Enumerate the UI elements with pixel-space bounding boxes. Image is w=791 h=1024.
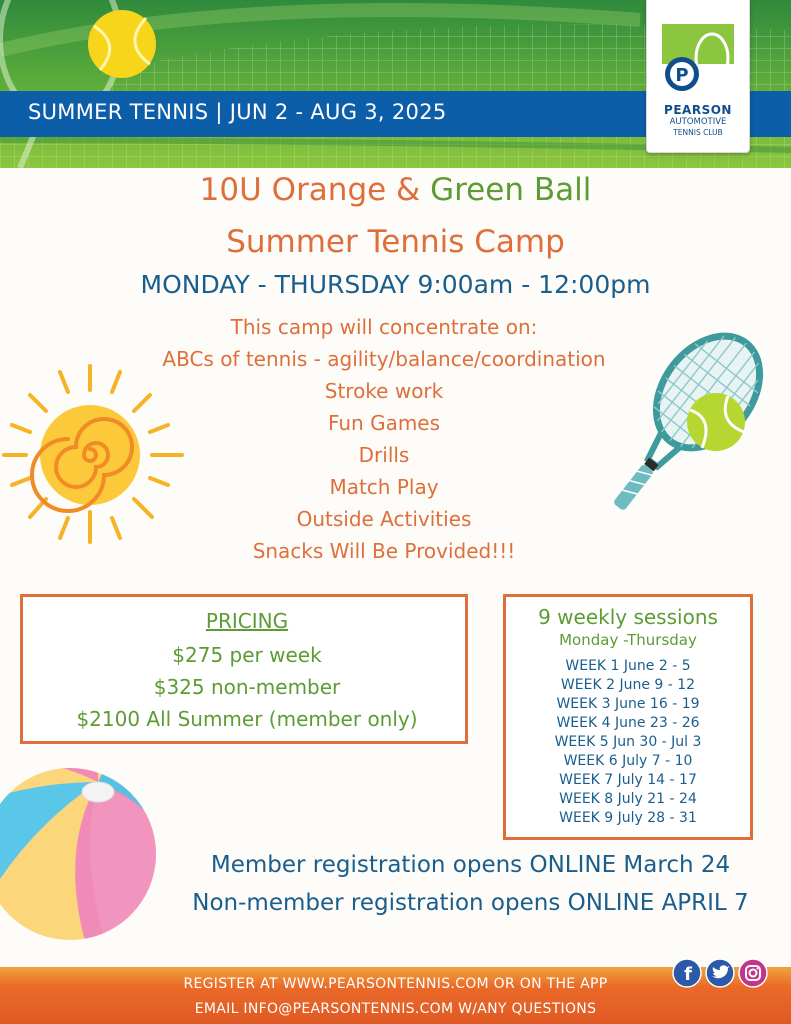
focus-item: Fun Games [327,411,441,435]
week-item: WEEK 8 July 21 - 24 [559,791,697,807]
camp-title-line-1 [0,172,791,208]
camp-title-line-2: Summer Tennis Camp [226,224,565,260]
beach-ball-icon [0,762,158,942]
logo-sub-2: TENNIS CLUB [673,128,723,137]
week-item: WEEK 1 June 2 - 5 [565,658,691,674]
focus-intro: This camp will concentrate on: [230,315,538,339]
price-all-summer: $2100 All Summer (member only) [76,707,418,731]
sun-icon [0,360,190,550]
focus-item: Drills [358,443,410,467]
sessions-box [503,594,753,840]
price-weekly: $275 per week [172,643,322,667]
focus-item: Match Play [329,475,439,499]
club-logo-graphic-icon [662,24,734,102]
week-item: WEEK 9 July 28 - 31 [559,810,697,826]
focus-item: Snacks Will Be Provided!!! [252,539,516,563]
club-logo [646,0,750,153]
title-orange-part: 10U Orange & [199,172,431,208]
twitter-icon[interactable] [705,958,735,988]
camp-schedule: MONDAY - THURSDAY 9:00am - 12:00pm [140,270,651,299]
week-item: WEEK 4 June 23 - 26 [556,715,700,731]
price-non-member: $325 non-member [153,675,341,699]
instagram-icon[interactable] [738,958,768,988]
facebook-icon[interactable] [672,958,702,988]
pricing-box [20,594,468,744]
week-item: WEEK 5 Jun 30 - Jul 3 [554,734,702,750]
svg-text:f: f [684,964,692,985]
pricing-title: PRICING [205,609,289,633]
logo-sub-1: AUTOMOTIVE [669,117,727,127]
sessions-title: 9 weekly sessions [538,605,718,629]
focus-item: Outside Activities [296,507,472,531]
footer-email: EMAIL INFO@PEARSONTENNIS.COM W/ANY QUESTIONS [194,1001,597,1017]
week-item: WEEK 6 July 7 - 10 [563,753,693,769]
member-registration: Member registration opens ONLINE March 24 [210,852,731,878]
title-green-part: Green Ball [430,172,592,208]
svg-text:P: P [675,65,689,86]
nonmember-registration: Non-member registration opens ONLINE APRIL 7 [192,890,749,916]
week-item: WEEK 2 June 9 - 12 [560,677,696,693]
week-item: WEEK 3 June 16 - 19 [556,696,700,712]
sessions-list [506,657,750,828]
sessions-subtitle: Monday -Thursday [559,631,697,649]
week-item: WEEK 7 July 14 - 17 [559,772,697,788]
tennis-racket-icon [578,322,778,532]
focus-item: Stroke work [324,379,444,403]
date-banner-text: SUMMER TENNIS | JUN 2 - AUG 3, 2025 [28,100,447,124]
logo-brand: PEARSON [664,103,732,117]
tennis-ball-icon [86,8,158,80]
footer-register: REGISTER AT WWW.PEARSONTENNIS.COM OR ON THE APP [183,976,608,992]
focus-item: ABCs of tennis - agility/balance/coordination [162,347,606,371]
